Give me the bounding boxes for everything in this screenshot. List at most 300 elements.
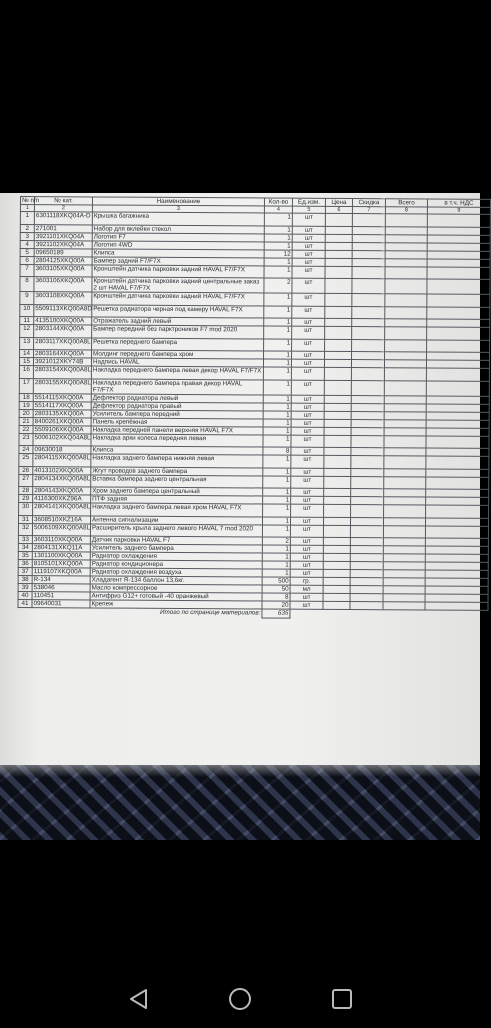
row-price <box>323 517 350 525</box>
row-index: 30 <box>19 502 33 515</box>
row-price <box>324 476 351 489</box>
row-quantity: 1 <box>264 326 292 339</box>
row-quantity: 50 <box>262 585 290 593</box>
row-index: 5 <box>20 248 34 256</box>
row-index: 19 <box>19 401 33 409</box>
row-catalog-number: 2804125XKQ00A <box>34 256 92 264</box>
row-total <box>384 395 426 403</box>
row-price <box>325 242 352 250</box>
column-number: 8 <box>385 207 427 214</box>
row-quantity: 1 <box>263 488 291 496</box>
column-number: 7 <box>352 207 385 214</box>
row-quantity: 1 <box>263 504 291 517</box>
row-price <box>325 250 352 258</box>
row-discount <box>351 448 384 456</box>
row-name: Отражатель задний левый <box>92 317 264 326</box>
row-total <box>384 360 426 368</box>
row-quantity: 1 <box>262 545 290 553</box>
row-name: Хром заднего бампера центральный <box>91 487 263 496</box>
row-catalog-number: 09640031 <box>32 600 90 608</box>
row-total <box>383 562 425 570</box>
row-unit: шт <box>290 601 323 609</box>
row-index: 38 <box>18 575 32 583</box>
row-discount <box>351 411 384 419</box>
row-quantity: 1 <box>262 524 290 537</box>
row-name: Радиатор охлаждения <box>90 552 262 561</box>
row-name: Набор для вклейки стекол <box>92 224 264 233</box>
row-discount <box>351 505 384 518</box>
row-quantity: 1 <box>262 516 290 524</box>
row-unit: шт <box>291 496 324 504</box>
row-price <box>324 447 351 455</box>
row-catalog-number: 2804143XKQ00A <box>33 487 91 495</box>
row-quantity: 1 <box>263 379 291 394</box>
row-quantity: 8 <box>262 593 290 601</box>
row-price <box>324 411 351 419</box>
row-name: Радиатор кондиционера <box>90 560 262 569</box>
row-vat <box>427 214 490 227</box>
row-quantity: 1 <box>264 351 292 359</box>
row-index: 6 <box>20 256 34 264</box>
row-index: 13 <box>20 337 34 350</box>
recent-apps-button[interactable] <box>329 986 355 1012</box>
row-catalog-number: 4135100XKQ00A <box>34 317 92 325</box>
row-unit: шт <box>291 435 324 448</box>
row-unit: шт <box>290 537 323 545</box>
row-total <box>385 258 427 266</box>
row-name: Накладка переднего бампера правая декор HAVAL F7/F7X <box>91 378 263 394</box>
row-price <box>323 537 350 545</box>
row-index: 24 <box>19 445 33 453</box>
home-button[interactable] <box>227 986 253 1012</box>
row-discount <box>351 456 384 469</box>
row-vat <box>426 456 489 469</box>
row-total <box>385 279 427 294</box>
row-price <box>324 488 351 496</box>
row-price <box>323 593 350 601</box>
row-index: 20 <box>19 409 33 417</box>
row-name: Масло компрессорное <box>90 584 262 593</box>
row-total <box>383 594 425 602</box>
row-discount <box>350 546 383 554</box>
row-quantity: 1 <box>263 367 291 380</box>
row-index: 21 <box>19 417 33 425</box>
row-name: Бампер задний F7/F7X <box>92 256 264 265</box>
row-index: 39 <box>18 583 32 591</box>
row-unit: шт <box>291 488 324 496</box>
row-discount <box>351 368 384 381</box>
row-unit: шт <box>291 380 324 395</box>
row-discount <box>350 562 383 570</box>
row-quantity: 1 <box>263 359 291 367</box>
row-quantity: 1 <box>262 553 290 561</box>
row-quantity: 2 <box>262 537 290 545</box>
row-name: Антифриз G12+ готовый -40 оранжевый <box>90 592 262 601</box>
row-total <box>385 226 427 234</box>
row-discount <box>351 476 384 489</box>
row-price <box>325 351 352 359</box>
row-discount <box>352 327 385 340</box>
row-total <box>385 319 427 327</box>
row-catalog-number: 3921102XKQ04A <box>34 240 92 248</box>
row-price <box>324 496 351 504</box>
row-unit: шт <box>292 351 325 359</box>
row-name: Кронштейн датчика парковки задний HAVAL F7/F7X <box>92 264 264 278</box>
row-total <box>383 602 425 610</box>
row-quantity: 1 <box>264 257 292 265</box>
row-index: 9 <box>20 292 34 305</box>
row-unit: шт <box>292 258 325 266</box>
row-total <box>385 327 427 340</box>
row-catalog-number: 5006102XKQ04A8L <box>33 433 91 446</box>
row-price <box>323 553 350 561</box>
row-quantity: 8 <box>263 447 291 455</box>
row-unit: шт <box>292 339 325 352</box>
row-unit: шт <box>291 403 324 411</box>
row-unit: шт <box>290 561 323 569</box>
row-index: 16 <box>19 365 33 378</box>
row-unit: шт <box>292 293 325 306</box>
back-button[interactable] <box>126 986 152 1012</box>
row-discount <box>352 234 385 242</box>
row-total <box>384 368 426 381</box>
row-catalog-number: 538046 <box>32 584 90 592</box>
row-total <box>383 586 425 594</box>
row-unit: шт <box>291 476 324 489</box>
row-index: 10 <box>20 304 34 317</box>
row-discount <box>351 489 384 497</box>
row-total <box>383 517 425 525</box>
row-index: 40 <box>18 591 32 599</box>
row-index: 23 <box>19 433 33 446</box>
row-price <box>323 561 350 569</box>
row-discount <box>352 319 385 327</box>
row-quantity: 1 <box>263 394 291 402</box>
row-catalog-number: 5514117XKQ00A <box>33 401 91 409</box>
row-unit: шт <box>292 242 325 250</box>
row-total <box>385 339 427 352</box>
row-name: Датчик парковки HAVAL F7 <box>90 536 262 545</box>
column-number: 9 <box>427 207 490 214</box>
row-discount <box>351 395 384 403</box>
row-name: Клипса <box>92 248 264 257</box>
row-index: 36 <box>18 559 32 567</box>
row-index: 35 <box>18 551 32 559</box>
row-unit: шт <box>290 517 323 525</box>
row-unit: шт <box>291 395 324 403</box>
row-price <box>323 577 350 585</box>
row-discount <box>352 306 385 319</box>
row-total <box>384 427 426 435</box>
row-unit: шт <box>291 419 324 427</box>
row-index: 32 <box>18 523 32 536</box>
row-name: Накладка арки колеса передняя левая <box>91 433 263 447</box>
column-number: 1 <box>20 205 34 212</box>
row-discount <box>352 250 385 258</box>
header-index: № п/п <box>21 197 40 205</box>
row-price <box>323 585 350 593</box>
row-unit: шт <box>292 226 325 234</box>
row-catalog-number: 4116300XKZ96A <box>33 495 91 503</box>
row-discount <box>350 602 383 610</box>
row-total <box>385 306 427 319</box>
row-quantity: 1 <box>263 434 291 447</box>
header-catalog-number: № кат. <box>34 197 92 205</box>
row-discount <box>351 419 384 427</box>
row-index: 2 <box>20 224 34 232</box>
row-vat <box>426 505 489 518</box>
row-price <box>324 380 351 395</box>
row-vat <box>426 435 489 448</box>
row-quantity: 1 <box>262 569 290 577</box>
row-unit: шт <box>291 468 324 476</box>
row-price <box>324 468 351 476</box>
row-price <box>325 293 352 306</box>
row-index: 34 <box>18 543 32 551</box>
row-index: 14 <box>20 350 34 358</box>
row-total <box>385 242 427 250</box>
total-label: Итого по странице материалов: <box>160 608 261 617</box>
row-index: 1 <box>20 212 34 225</box>
row-price <box>324 395 351 403</box>
row-catalog-number: 3921012XKY74B <box>33 358 91 366</box>
header-total: Всего <box>385 199 427 207</box>
row-discount <box>351 468 384 476</box>
row-catalog-number: 1119107XKQ00A <box>32 568 90 576</box>
row-price <box>323 569 350 577</box>
row-name: Вставка бампера заднего центральная <box>91 474 263 488</box>
row-total <box>383 554 425 562</box>
row-quantity: 20 <box>262 601 290 609</box>
row-unit: шт <box>290 593 323 601</box>
parts-table <box>17 196 491 620</box>
row-index: 26 <box>19 466 33 474</box>
row-unit: шт <box>291 447 324 455</box>
row-index: 33 <box>18 535 32 543</box>
row-quantity: 1 <box>263 496 291 504</box>
row-total <box>385 234 427 242</box>
row-discount <box>351 427 384 435</box>
row-price <box>323 601 350 609</box>
row-total <box>384 411 426 419</box>
row-discount <box>352 352 385 360</box>
row-total <box>384 497 426 505</box>
row-name: Накладка переднего бампера левая декор HAVAL F7/F7X <box>91 366 263 380</box>
row-total <box>384 380 426 395</box>
row-name: Крепеж <box>90 600 262 609</box>
row-name: Дефлектор радиатора правый <box>91 401 263 410</box>
row-total <box>384 448 426 456</box>
row-name: Хладагент R-134 баллон 13,6кг. <box>90 576 262 585</box>
row-total <box>384 403 426 411</box>
column-number: 2 <box>34 205 92 212</box>
row-discount <box>351 360 384 368</box>
row-discount <box>352 242 385 250</box>
row-catalog-number: 271001 <box>34 224 92 232</box>
row-discount <box>351 435 384 448</box>
row-catalog-number: 09630018 <box>33 446 91 454</box>
row-catalog-number: 2804115XKQ00A8L <box>33 454 91 467</box>
row-catalog-number: 2803144XKQ00A <box>34 325 92 338</box>
row-quantity: 1 <box>264 241 292 249</box>
row-unit: шт <box>292 326 325 339</box>
row-index: 8 <box>20 277 34 292</box>
row-name: Панель крепёжная <box>91 417 263 426</box>
total-row <box>18 607 488 619</box>
row-vat <box>427 339 490 352</box>
row-catalog-number: 1301100XKQ00A <box>32 552 90 560</box>
row-vat <box>427 266 490 279</box>
row-quantity: 1 <box>263 467 291 475</box>
row-name: Антенна сигнализации <box>91 515 263 524</box>
row-price <box>325 226 352 234</box>
row-discount <box>350 578 383 586</box>
row-catalog-number: 110451 <box>32 592 90 600</box>
row-discount <box>352 266 385 279</box>
row-catalog-number: 8400261XKQ00A <box>33 417 91 425</box>
row-price <box>325 318 352 326</box>
row-index: 37 <box>18 567 32 575</box>
row-name: Клипса <box>91 446 263 455</box>
system-navigation-bar <box>0 970 480 1028</box>
row-index: 12 <box>20 325 34 338</box>
row-vat <box>427 279 490 294</box>
row-quantity: 1 <box>264 318 292 326</box>
row-total <box>385 294 427 307</box>
header-unit: Ед.изм. <box>292 198 325 206</box>
row-quantity: 12 <box>264 249 292 257</box>
row-total <box>384 468 426 476</box>
row-unit: шт <box>290 553 323 561</box>
row-index: 17 <box>19 378 33 393</box>
row-name: Логотип 4WD <box>92 240 264 249</box>
total-quantity: 635 <box>262 609 290 618</box>
row-name: Кронштейн датчика парковки задний HAVAL F7/F7X <box>92 292 264 306</box>
row-index: 29 <box>19 494 33 502</box>
row-catalog-number: R-134 <box>32 576 90 584</box>
row-discount <box>350 517 383 525</box>
row-total <box>383 578 425 586</box>
row-unit: шт <box>291 411 324 419</box>
row-total <box>383 538 425 546</box>
row-unit: шт <box>292 250 325 258</box>
row-catalog-number: 5509106XKQ00A <box>33 425 91 433</box>
row-price <box>324 427 351 435</box>
row-discount <box>352 226 385 234</box>
column-number: 6 <box>325 206 352 213</box>
row-price <box>323 525 350 538</box>
row-vat <box>426 368 489 381</box>
row-unit: шт <box>291 367 324 380</box>
row-unit: шт <box>292 318 325 326</box>
square-recent-icon <box>329 986 355 1012</box>
row-catalog-number: 2804134XKQ00A8L <box>33 474 91 487</box>
row-quantity: 1 <box>263 410 291 418</box>
row-price <box>325 326 352 339</box>
row-catalog-number: 3603108XKQ00A <box>34 292 92 305</box>
row-catalog-number: 5509113XKQ00A8D <box>34 304 92 317</box>
row-catalog-number: 3603106XKQ00A <box>34 277 92 292</box>
row-index: 18 <box>19 393 33 401</box>
row-quantity: 1 <box>264 293 292 306</box>
header-discount: Скидка <box>352 199 385 207</box>
triangle-back-icon <box>126 986 152 1012</box>
row-catalog-number: 6301118XKQ04A-D <box>34 212 92 225</box>
row-price <box>325 213 352 226</box>
row-discount <box>350 538 383 546</box>
row-catalog-number: 3921101XKQ04A <box>34 232 92 240</box>
circle-home-icon <box>227 986 253 1012</box>
row-catalog-number: 5006109XKQ00A8L <box>32 523 90 536</box>
row-index: 15 <box>19 358 33 366</box>
row-price <box>324 367 351 380</box>
row-catalog-number: 3608510XKZ16A <box>33 515 91 523</box>
row-name: Бампер передний без парктроников F7 mod 2020 <box>92 325 264 339</box>
row-name: Крышка багажника <box>92 212 264 226</box>
row-discount <box>352 258 385 266</box>
row-index: 11 <box>20 317 34 325</box>
column-number: 5 <box>292 206 325 213</box>
row-price <box>325 306 352 319</box>
row-discount <box>352 339 385 352</box>
row-catalog-number: 2803154XKQ00A8L <box>33 366 91 379</box>
row-unit: шт <box>292 278 325 293</box>
row-unit: шт <box>292 266 325 279</box>
row-index: 41 <box>18 599 32 607</box>
row-total <box>383 525 425 538</box>
row-unit: шт <box>292 306 325 319</box>
row-unit: шт <box>291 455 324 468</box>
row-catalog-number: 2803155XKQ00A8L <box>33 378 91 393</box>
row-catalog-number: 3603110XKQ00A <box>32 536 90 544</box>
row-unit: шт <box>291 359 324 367</box>
column-number: 3 <box>92 205 264 213</box>
row-catalog-number: 4013102XKQ00A <box>33 466 91 474</box>
row-quantity: 1 <box>263 455 291 468</box>
row-name: Решетка переднего бампера <box>92 337 264 351</box>
row-quantity: 1 <box>263 402 291 410</box>
row-discount <box>352 279 385 294</box>
top-dark-area <box>0 0 480 193</box>
row-total <box>385 214 427 227</box>
row-catalog-number: 2803164XKQ00A <box>34 350 92 358</box>
row-price <box>323 545 350 553</box>
row-unit: шт <box>290 525 323 538</box>
row-index: 27 <box>19 474 33 487</box>
row-index: 31 <box>19 515 33 523</box>
row-price <box>325 266 352 279</box>
row-discount <box>352 214 385 227</box>
row-quantity: 1 <box>262 561 290 569</box>
row-discount <box>351 380 384 395</box>
row-price <box>324 359 351 367</box>
row-vat <box>426 476 489 489</box>
row-discount <box>350 594 383 602</box>
bottom-dark-area <box>0 840 480 970</box>
row-total <box>385 250 427 258</box>
row-price <box>324 435 351 448</box>
row-vat <box>427 306 490 319</box>
row-price <box>324 403 351 411</box>
row-name: Усилитель заднего бампера <box>90 544 262 553</box>
row-name: Жгут проводов заднего бампера <box>91 466 263 475</box>
row-total <box>384 435 426 448</box>
row-name: Накладка заднего бампера нижняя левая <box>91 454 263 468</box>
row-discount <box>350 586 383 594</box>
row-name: Кронштейн датчика парковки задний центральные заказ 2 шт HAVAL F7/F7X <box>92 277 264 293</box>
row-name: Радиатор охлаждения воздуха <box>90 568 262 577</box>
row-name: Расширитель крыла заднего левого HAVAL 7 mod 2020 <box>90 523 262 537</box>
